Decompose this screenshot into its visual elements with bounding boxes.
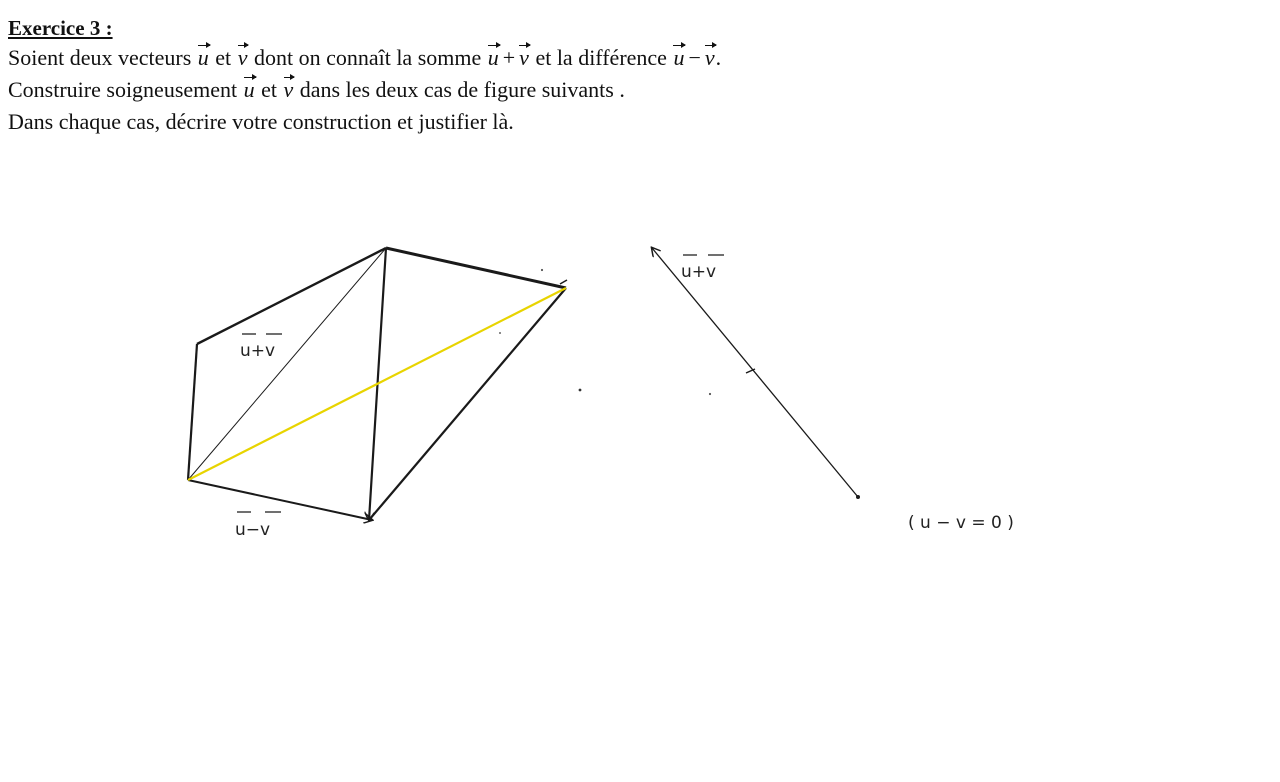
stray-mark [579,389,582,392]
sum-label-figure-1 [240,334,282,361]
minus-sign: − [688,45,701,70]
vector-v: v [704,42,716,74]
parallelogram-edge [197,248,386,344]
vector-v: v [283,74,295,106]
stray-mark [709,393,711,395]
text-segment: et [261,77,278,102]
condition-label [908,513,1014,533]
vector-v: v [237,42,249,74]
sum-label-text: u+v [240,341,276,361]
condition-text: ( u − v = 0 ) [908,513,1014,533]
vector-u: u [197,42,210,74]
exercise-heading: Exercice 3 : [8,16,113,40]
statement-line-3: Dans chaque cas, décrire votre construction et justifier là. [8,109,514,134]
stray-mark [499,332,501,334]
sum-label-text: u+v [681,262,717,282]
yellow-diagonal-line [188,288,566,480]
parallelogram-edge [386,248,566,288]
sum-label-figure-2 [681,255,724,282]
text-segment: Soient deux vecteurs [8,45,192,70]
vector-u: u [672,42,685,74]
vector-v: v [518,42,530,74]
stray-mark [541,269,543,271]
parallelogram-edge [369,288,566,520]
text-segment: dont on connaît la somme [253,45,482,70]
tick-mark [560,280,567,284]
plus-sign: + [502,45,516,70]
sum-vector-line [188,248,386,480]
vector-u: u [487,42,500,74]
figure-2-construction [652,248,1014,533]
parallelogram-edge [188,344,197,480]
text-segment: Construire soigneusement [8,77,238,102]
difference-label-text: u−v [235,520,271,540]
text-segment: et [215,45,232,70]
difference-label-figure-1 [235,512,281,540]
vector-u: u [243,74,256,106]
sum-vector-line [652,248,858,497]
text-segment: dans les deux cas de figure suivants . [299,77,625,102]
figure-1-construction [188,248,567,540]
difference-vector-line [188,480,372,520]
text-segment: et la différence [535,45,667,70]
endpoint-dot [856,495,860,499]
period: . [715,45,722,70]
